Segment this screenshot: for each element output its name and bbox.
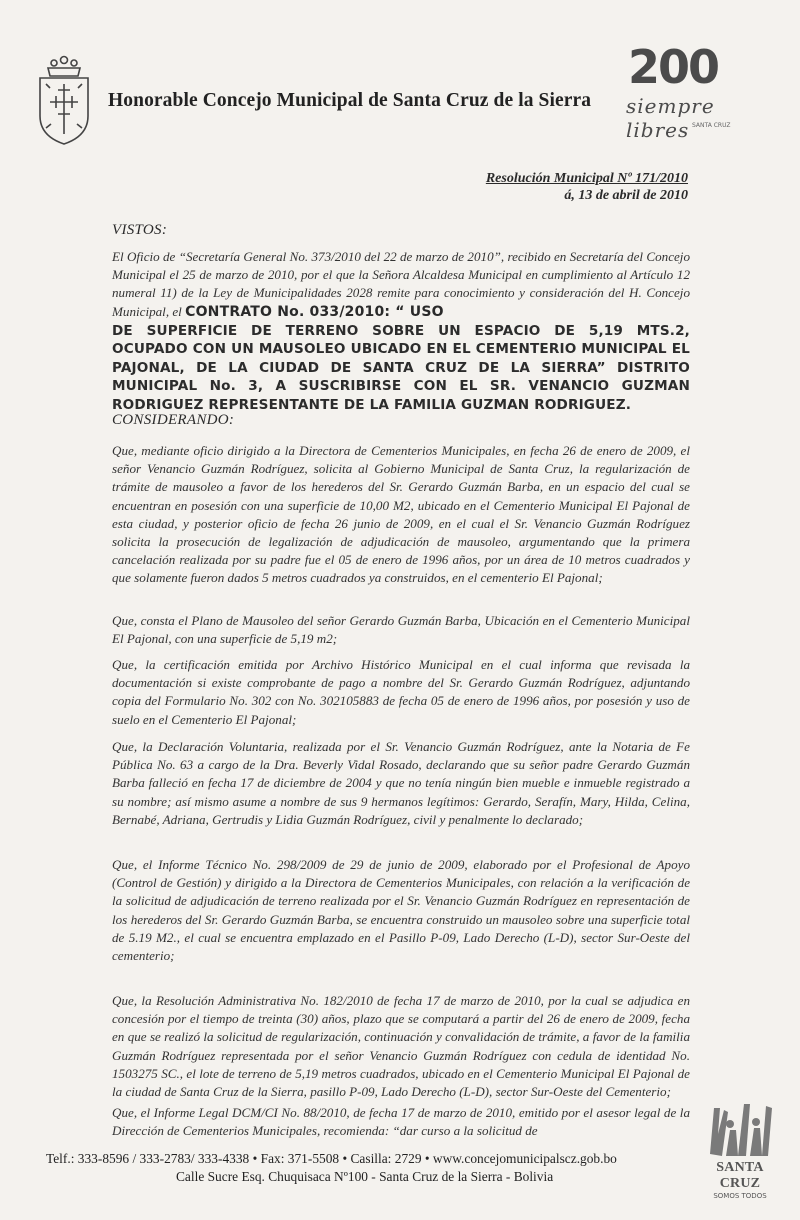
considerando-paragraph: Que, el Informe Legal DCM/CI No. 88/2010, de fecha 17 de marzo de 2010, emitido por el asesor legal de la Dirección de Cementerios Municipales, recomienda: “dar curso a la solicitud de bbox=[112, 1105, 690, 1139]
footer-line-contact: Telf.: 333-8596 / 333-2783/ 333-4338 • Fax: 371-5508 • Casilla: 2729 • www.concejomunicipalscz.gob.bo bbox=[46, 1151, 617, 1166]
considerando-paragraph: Que, consta el Plano de Mausoleo del señor Gerardo Guzmán Barba, Ubicación en el Cementerio Municipal El Pajonal, con una superficie de 5,19 m2; bbox=[112, 613, 690, 647]
vistos-paragraph bbox=[112, 248, 690, 321]
considerando-paragraph: Que, el Informe Técnico No. 298/2009 de 29 de junio de 2009, elaborado por el Profesional de Apoyo (Control de Gestión) y dirigido a la Directora de Cementerios Municipales, con relación a la verificación de la solicitud de adjudicación de terreno realizada por el Sr. Venancio Guzmán Rodríguez en representación de los herederos del Sr. Gerardo Guzmán Barba, se encuentra construido un mausoleo sobre una superficie total de 5.19 M2., el cual se encuentra emplazado en el Pasillo P-09, Lado Derecho (L-D), sector Sur-Oeste del cementerio; bbox=[112, 857, 690, 964]
bicentenary-logo bbox=[626, 40, 776, 142]
footer-line-address: Calle Sucre Esq. Chuquisaca Nº100 - Santa Cruz de la Sierra - Bolivia bbox=[176, 1169, 554, 1184]
resolution-title: Resolución Municipal Nº 171/2010 bbox=[485, 171, 688, 186]
vistos-text: El Oficio de “Secretaría General No. 373/2010 del 22 de marzo de 2010”, recibido en Secretaría del Concejo Municipal el 25 de marzo de 2010, por el que la Señora Alcaldesa Municipal en cumplimiento al Artículo 12 numeral 11) de la Ley de Municipalidades 2028 remite para conocimiento y consideración del H. Concejo Municipal, el bbox=[112, 249, 690, 319]
coat-of-arms-icon bbox=[34, 52, 94, 148]
resolution-date: á, 13 de abril de 2010 bbox=[564, 188, 688, 203]
organization-name: Honorable Concejo Municipal de Santa Cruz de la Sierra bbox=[108, 90, 592, 111]
considerando-paragraph: Que, mediante oficio dirigido a la Directora de Cementerios Municipales, en fecha 26 de enero de 2009, el señor Venancio Guzmán Rodríguez, solicita al Gobierno Municipal de Santa Cruz, la regularización de trámite de mausoleo a favor de los herederos del Sr. Gerardo Guzmán Barba, en un espacio del cual se encuentran en posesión con una superficie de 10,00 M2, ubicado en el Cementerio Municipal El Pajonal de esta ciudad, y posterior oficio de fecha 26 junio de 2009, en el cual el Sr. Venancio Guzmán Rodríguez solicita la prosecución de legalización de adjudicación de mausoleo, argumentando que la primera cancelación realizada por su padre fue el 05 de enero de 1996 años, por un área de 10 metros cuadrados y que solamente fueron dados 5 metros cuadrados ya construidos, en el cementerio El Pajonal; bbox=[112, 443, 690, 586]
santa-cruz-subtitle: SOMOS TODOS bbox=[713, 1192, 767, 1200]
considerando-paragraph: Que, la Declaración Voluntaria, realizada por el Sr. Venancio Guzmán Rodríguez, ante la Notaria de Fe Pública No. 63 a cargo de la Dra. Beverly Vidal Rosado, declarando que su señor padre Gerardo Guzmán Barba falleció en fecha 17 de diciembre de 2004 y que no tenía ningún bien mueble e inmueble registrado a su nombre; así mismo asume a nombre de sus 9 hermanos legítimos: Gerardo, Serafín, Mary, Hilda, Celina, Bernabé, Adriana, Gertrudis y Lidia Guzmán Rodríguez, civil y penalmente lo declarado; bbox=[112, 739, 690, 827]
contract-lead: CONTRATO No. 033/2010: “ USO bbox=[185, 303, 444, 320]
santa-cruz-title: SANTA CRUZ bbox=[716, 1160, 764, 1191]
considerando-paragraph: Que, la Resolución Administrativa No. 182/2010 de fecha 17 de marzo de 2010, por la cual se adjudica en concesión por el tiempo de treinta (30) años, plazo que se computará a partir del 26 de enero de 2009, fecha en que se realizó la solicitud de regularización, continuación y convalidación de trámite, a favor de la familia Guzmán Rodríguez representada por el señor Venancio Guzmán Rodríguez con cedula de identidad No. 1503275 SC., el lote de terreno de 5,19 metros cuadrados, ubicado en el Cementerio Municipal El Pajonal de la ciudad de Santa Cruz de la Sierra, pasillo P-09, Lado Derecho (L-D), sector Sur-Oeste del Cementerio; bbox=[112, 993, 690, 1100]
vistos-heading: VISTOS: bbox=[112, 222, 168, 238]
contract-title: DE SUPERFICIE DE TERRENO SOBRE UN ESPACIO DE 5,19 MTS.2, OCUPADO CON UN MAUSOLEO UBICADO EN EL CEMENTERIO MUNICIPAL EL PAJONAL, DE LA CIUDAD DE SANTA CRUZ DE LA SIERRA” DISTRITO MUNICIPAL No. 3, A SUSCRIBIRSE CON EL SR. VENANCIO GUZMAN RODRIGUEZ REPRESENTANTE DE LA FAMILIA GUZMAN RODRIGUEZ. bbox=[112, 323, 690, 413]
santa-cruz-logo-text bbox=[700, 1160, 780, 1200]
footer-contact bbox=[46, 1150, 686, 1186]
bicentenary-place: SANTA CRUZ bbox=[692, 122, 731, 129]
considerando-heading: CONSIDERANDO: bbox=[112, 412, 235, 428]
bicentenary-number: 200 bbox=[628, 40, 719, 94]
considerando-paragraph: Que, la certificación emitida por Archivo Histórico Municipal en el cual informa que revisada la documentación si existe comprobante de pago a nombre del Sr. Gerardo Guzmán Rodríguez, adjuntando copia del Formulario No. 302 con No. 302105883 de fecha 05 de enero de 1996 años, por posesión y uso de suelo en el Cementerio El Pajonal; bbox=[112, 657, 690, 727]
resolution-header bbox=[486, 170, 688, 204]
bicentenary-tagline: siempre libres bbox=[626, 94, 715, 142]
